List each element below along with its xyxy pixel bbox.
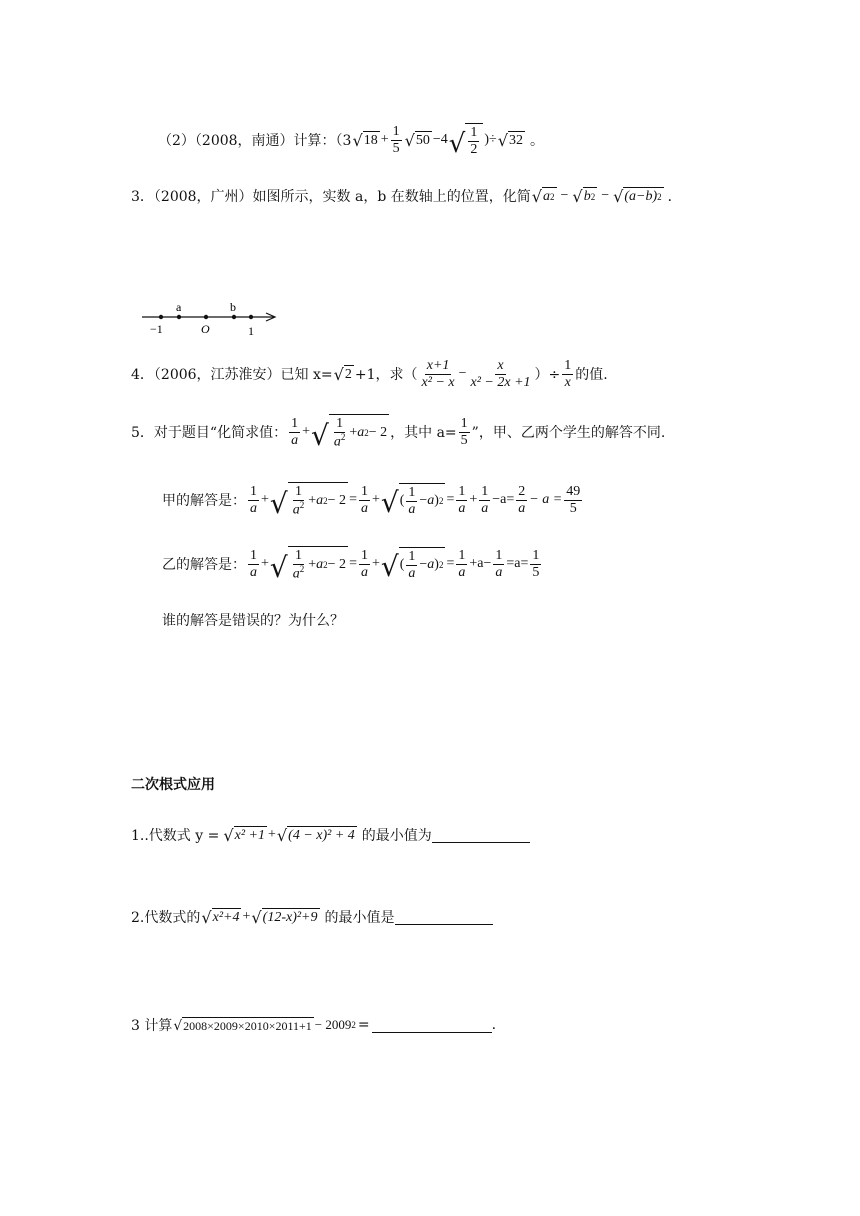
sqrt-18: √ 18 <box>352 130 378 150</box>
label-a: a <box>176 300 182 314</box>
application-2-line: 2.代数式的 √ x²+4 + √ (12-x)²+9 的最小值是 <box>131 902 493 932</box>
fraction-1-over-x: $\frac{1}{x}$ <box>564 358 572 390</box>
point-b <box>232 315 236 319</box>
fraction-one-fifth: $\frac{1}{5}$ <box>392 124 400 156</box>
problem-3-line: 3．（2008，广州）如图所示，实数 a，b 在数轴上的位置，化简 √ a 2 − √ b 2 − √ (a−b) 2 ． <box>131 186 682 206</box>
sqrt-expression: √ $\frac{1}{a^2}$ + a 2 − 2 <box>310 416 388 452</box>
question-text: 谁的解答是错误的？为什么？ <box>162 613 344 629</box>
answer-blank-2[interactable] <box>395 910 493 925</box>
problem-2-label: （2）（2008，南通）计算：（3 <box>158 133 352 149</box>
point-1 <box>249 315 253 319</box>
point-a <box>177 315 181 319</box>
section-heading: 二次根式应用 <box>131 777 215 793</box>
solution-yi-line: 乙的解答是： $\frac{1}{a}$ + √ $\frac{1}{a^2}$ + a 2 − 2 = $\frac{1}{a}$ + √ ( $\frac{1}{a}$ − a ) 2 = $\frac{1}{a}$ +a− $\frac{1}{a}$ =a= $\frac{1}{5}$ <box>162 548 540 584</box>
sqrt-a-minus-b-squared: √ (a−b) 2 <box>613 186 662 206</box>
sqrt-50: √ 50 <box>404 130 430 150</box>
tick-label-minus-1: −1 <box>150 322 163 336</box>
fraction-x-over-quadratic: $\frac{x}{\text{x² − 2x +1}}$ <box>470 358 531 390</box>
sqrt-2: √ 2 <box>333 364 352 384</box>
problem-3-text: 3．（2008，广州）如图所示，实数 a，b 在数轴上的位置，化简 <box>131 189 531 205</box>
problem-5-line: 5．对于题目“化简求值： $\frac{1}{a}$ + √ $\frac{1}{a^2}$ + a 2 − 2 ，其中 a= $\frac{1}{5}$ ”，甲、乙两个学生的解答不同. <box>131 416 666 452</box>
problem-2-line: （2）（2008，南通）计算：（3 √ 18 + $\frac{1}{5}$ √ 50 −4 √ $\frac{1}{2}$ )÷ √ 32 。 <box>158 124 544 159</box>
application-3-line: 3 计算 √ 2008×2009×2010×2011+1 − 2009 2 = . <box>131 1017 497 1034</box>
fraction-1-over-a: $\frac{1}{a}$ <box>291 416 299 448</box>
yi-result: $\frac{1}{5}$ <box>532 548 540 580</box>
fraction-value-one-fifth: $\frac{1}{5}$ <box>460 416 468 448</box>
sqrt-one-half: √ $\frac{1}{2}$ <box>449 123 484 157</box>
point-minus-1 <box>159 315 163 319</box>
jia-result: $\frac{49}{5}$ <box>566 484 581 516</box>
fraction-x-plus-1: $\frac{x+1}{\text{x² − x}}$ <box>421 358 455 390</box>
sqrt-b-squared: √ b 2 <box>572 186 596 206</box>
application-1-line: 1..代数式 y = √ x² +1 + √ (4 − x)² + 4 的最小值为 <box>131 820 530 850</box>
problem-4-line: 4．（2006，江苏淮安）已知 x= √ 2 +1，求（ $\frac{x+1}{\text{x² − x}}$ − $\frac{x}{\text{x² − 2x +1}}$ ）÷ $\frac{1}{x}$ 的值. <box>131 358 608 390</box>
point-o <box>204 315 208 319</box>
solution-jia-line: 甲的解答是： $\frac{1}{a}$ + √ $\frac{1}{a^2}$ + a 2 − 2 = $\frac{1}{a}$ + √ ( $\frac{1}{a}$ − a ) 2 = $\frac{1}{a}$ + $\frac{1}{a}$ −a= $\frac{2}{a}$ − a = $\frac{49}{5}$ <box>162 484 581 520</box>
answer-blank-1[interactable] <box>432 828 530 843</box>
sqrt-a-squared: √ a 2 <box>531 186 555 206</box>
tick-label-origin: O <box>201 322 210 336</box>
answer-blank-3[interactable] <box>372 1018 492 1033</box>
label-b: b <box>230 300 236 314</box>
tick-label-1: 1 <box>248 324 254 338</box>
number-line-figure <box>138 298 288 340</box>
sqrt-32: √ 32 <box>497 130 523 150</box>
